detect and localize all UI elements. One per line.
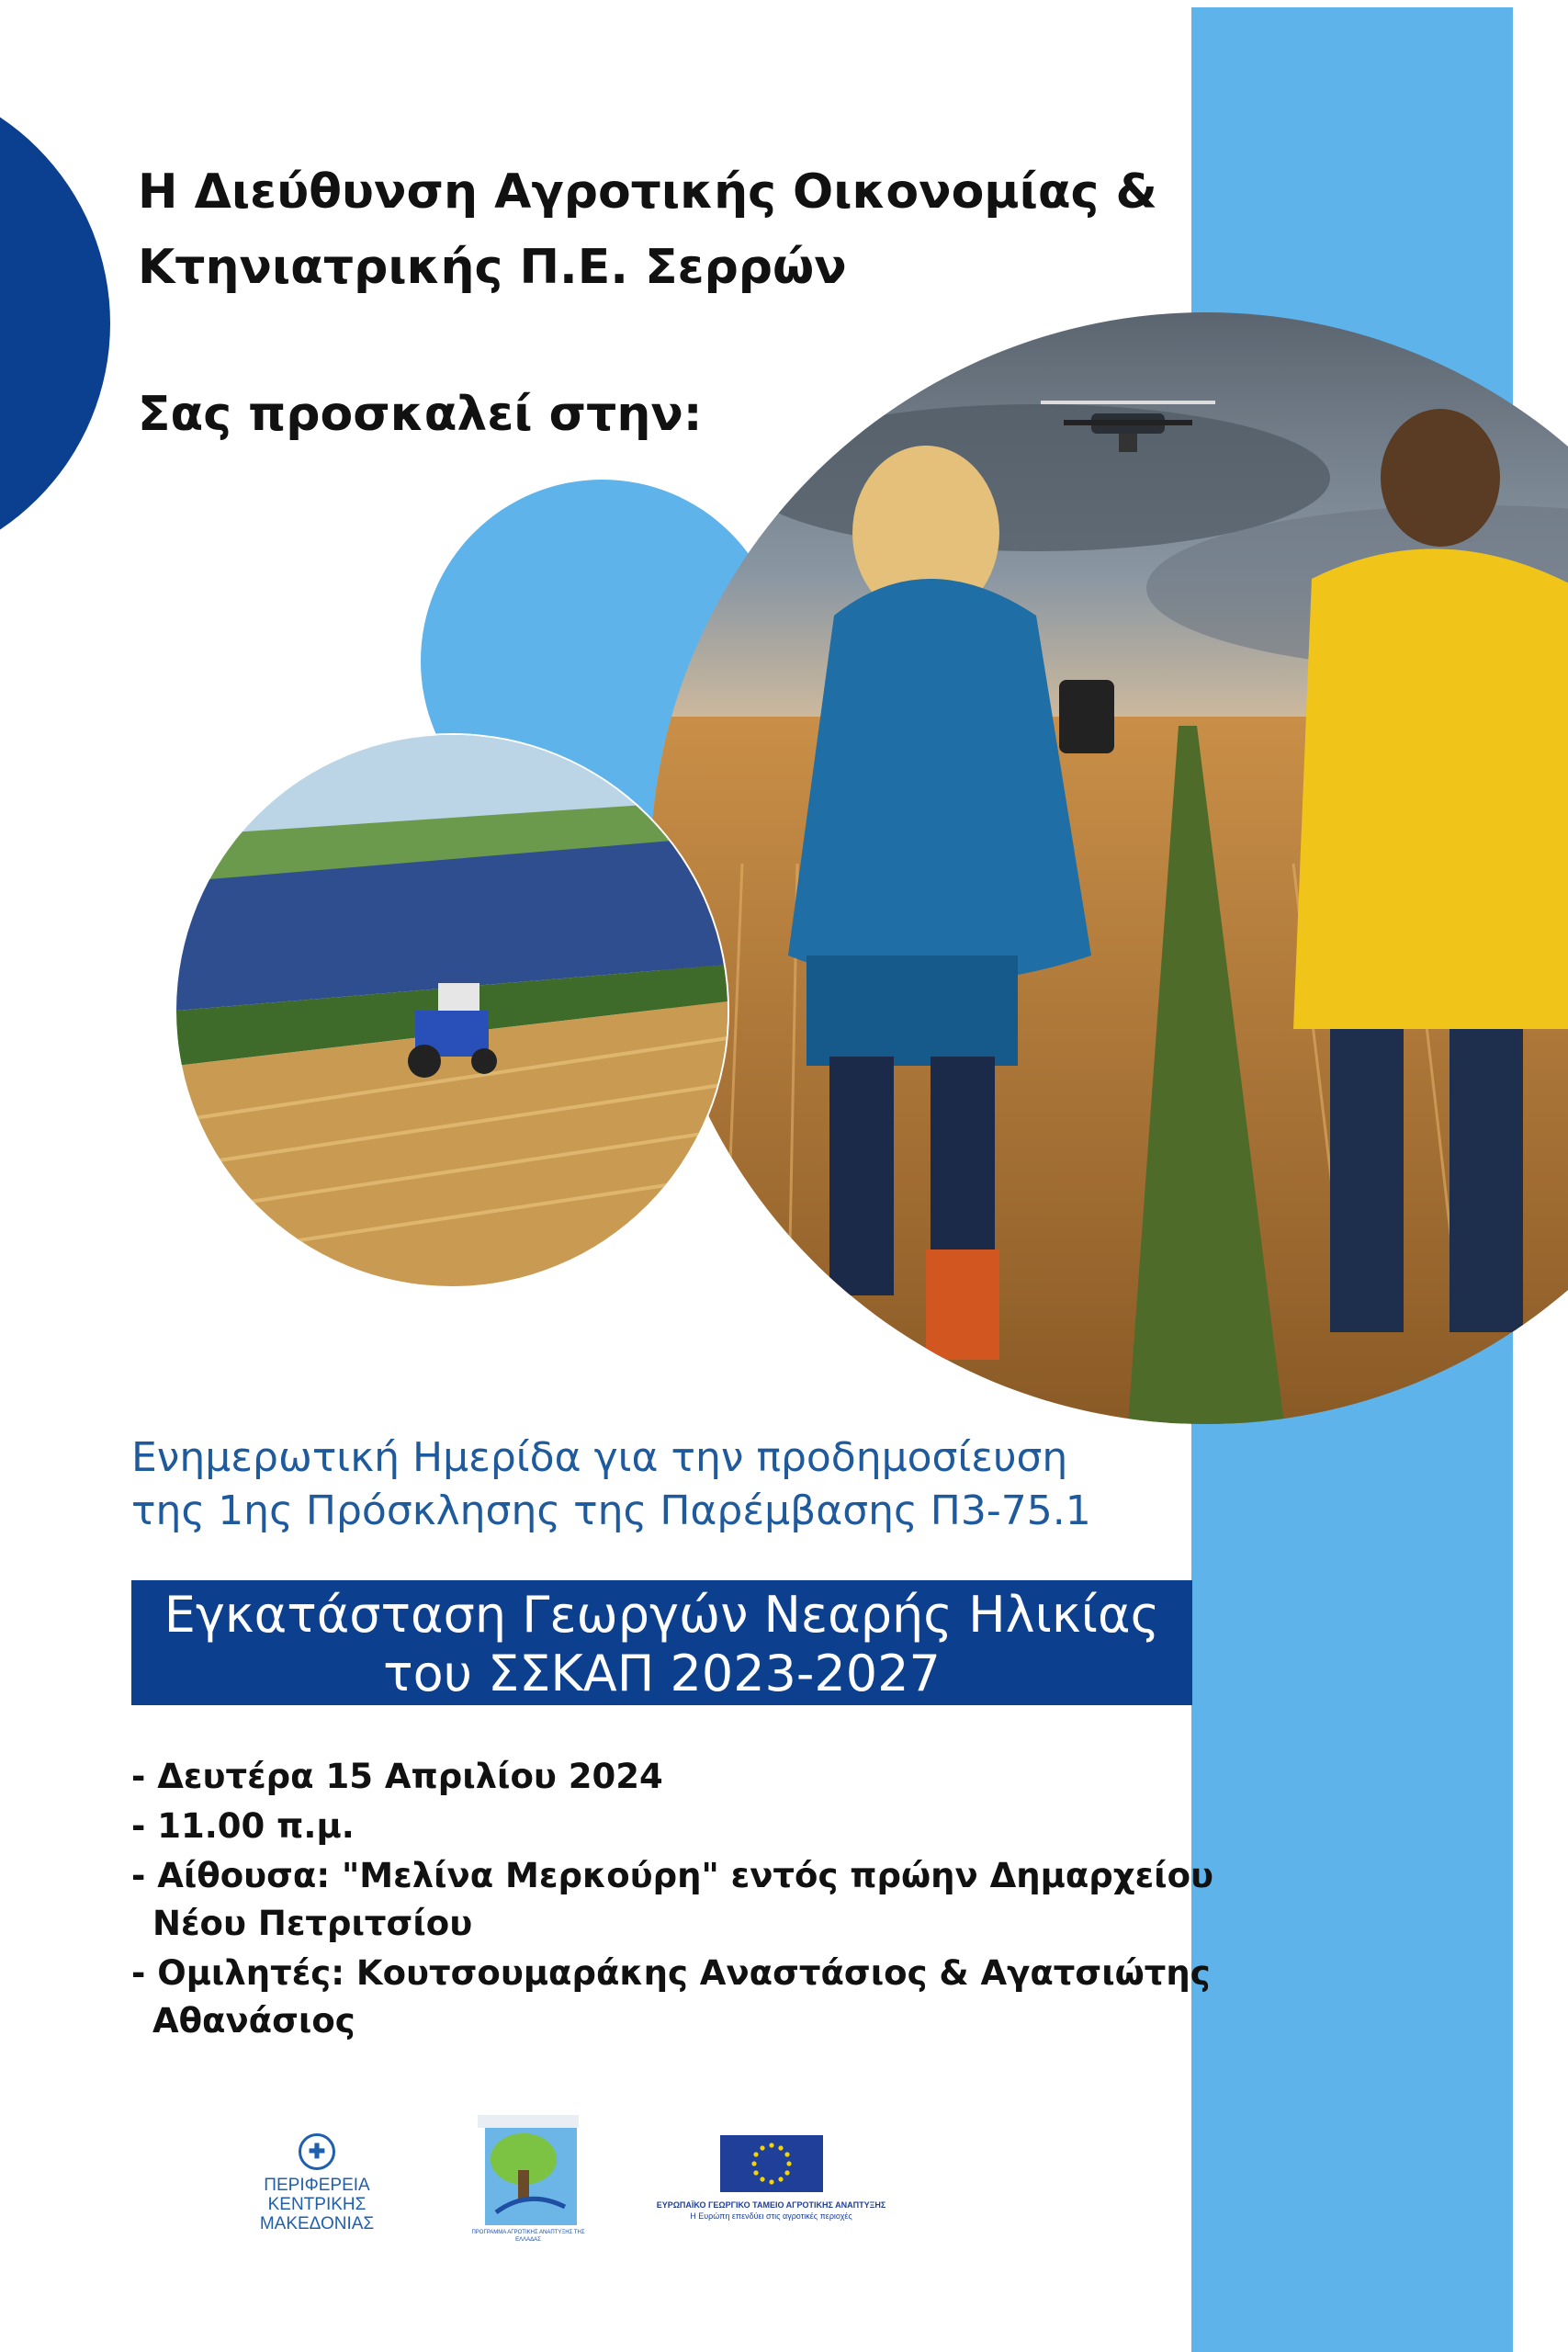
event-date: - Δευτέρα 15 Απριλίου 2024	[131, 1757, 663, 1796]
event-subtitle-line-2: της 1ης Πρόσκλησης της Παρέμβασης Π3-75.1	[131, 1487, 1091, 1534]
rural-program-emblem-icon	[478, 2115, 579, 2225]
event-title-line-2: του ΣΣΚΑΠ 2023-2027	[383, 1645, 941, 1702]
event-subtitle-line-1: Ενημερωτική Ημερίδα για την προδημοσίευση	[131, 1434, 1068, 1481]
rural-program-logo	[464, 2115, 592, 2244]
event-speakers-line-2: Αθανάσιος	[152, 2001, 355, 2041]
event-venue-line-2: Νέου Πετριτσίου	[152, 1904, 473, 1943]
tractor-field-photo	[176, 735, 728, 1286]
invitation-text: Σας προσκαλεί στην:	[138, 387, 703, 442]
region-logo-line-2: ΚΕΝΤΡΙΚΗΣ	[267, 2195, 367, 2214]
region-logo-line-1: ΠΕΡΙΦΕΡΕΙΑ	[264, 2176, 370, 2195]
dark-blue-circle-decoration	[0, 75, 110, 571]
event-time: - 11.00 π.μ.	[131, 1806, 355, 1846]
header-line-1: Η Διεύθυνση Αγροτικής Οικονομίας &	[138, 164, 1157, 220]
region-logo	[248, 2133, 386, 2233]
header-line-2: Κτηνιατρικής Π.Ε. Σερρών	[138, 240, 847, 295]
eu-fund-logo	[654, 2135, 888, 2222]
eu-fund-caption-line-2: Η Ευρώπη επενδύει στις αγροτικές περιοχές	[690, 2211, 852, 2221]
eu-flag-icon	[720, 2135, 823, 2192]
region-logo-line-3: ΜΑΚΕΔΟΝΙΑΣ	[259, 2214, 375, 2233]
eu-fund-caption-line-1: ΕΥΡΩΠΑΪΚΟ ΓΕΩΡΓΙΚΟ ΤΑΜΕΙΟ ΑΓΡΟΤΙΚΗΣ ΑΝΑΠΤΥΞΗΣ	[656, 2200, 886, 2210]
greek-emblem-icon: ✚	[299, 2133, 335, 2170]
event-title-line-1: Εγκατάσταση Γεωργών Νεαρής Ηλικίας	[164, 1586, 1160, 1644]
rural-program-caption: ΠΡΟΓΡΑΜΜΑ ΑΓΡΟΤΙΚΗΣ ΑΝΑΠΤΥΞΗΣ ΤΗΣ ΕΛΛΑΔΑΣ	[471, 2230, 585, 2243]
event-title-banner	[131, 1580, 1192, 1705]
event-speakers-line-1: - Ομιλητές: Κουτσουμαράκης Αναστάσιος & Αγατσιώτης	[131, 1953, 1211, 1993]
farmers-field-photo	[650, 312, 1568, 1424]
event-venue-line-1: - Αίθουσα: "Μελίνα Μερκούρη" εντός πρώην Δημαρχείου	[131, 1856, 1214, 1895]
